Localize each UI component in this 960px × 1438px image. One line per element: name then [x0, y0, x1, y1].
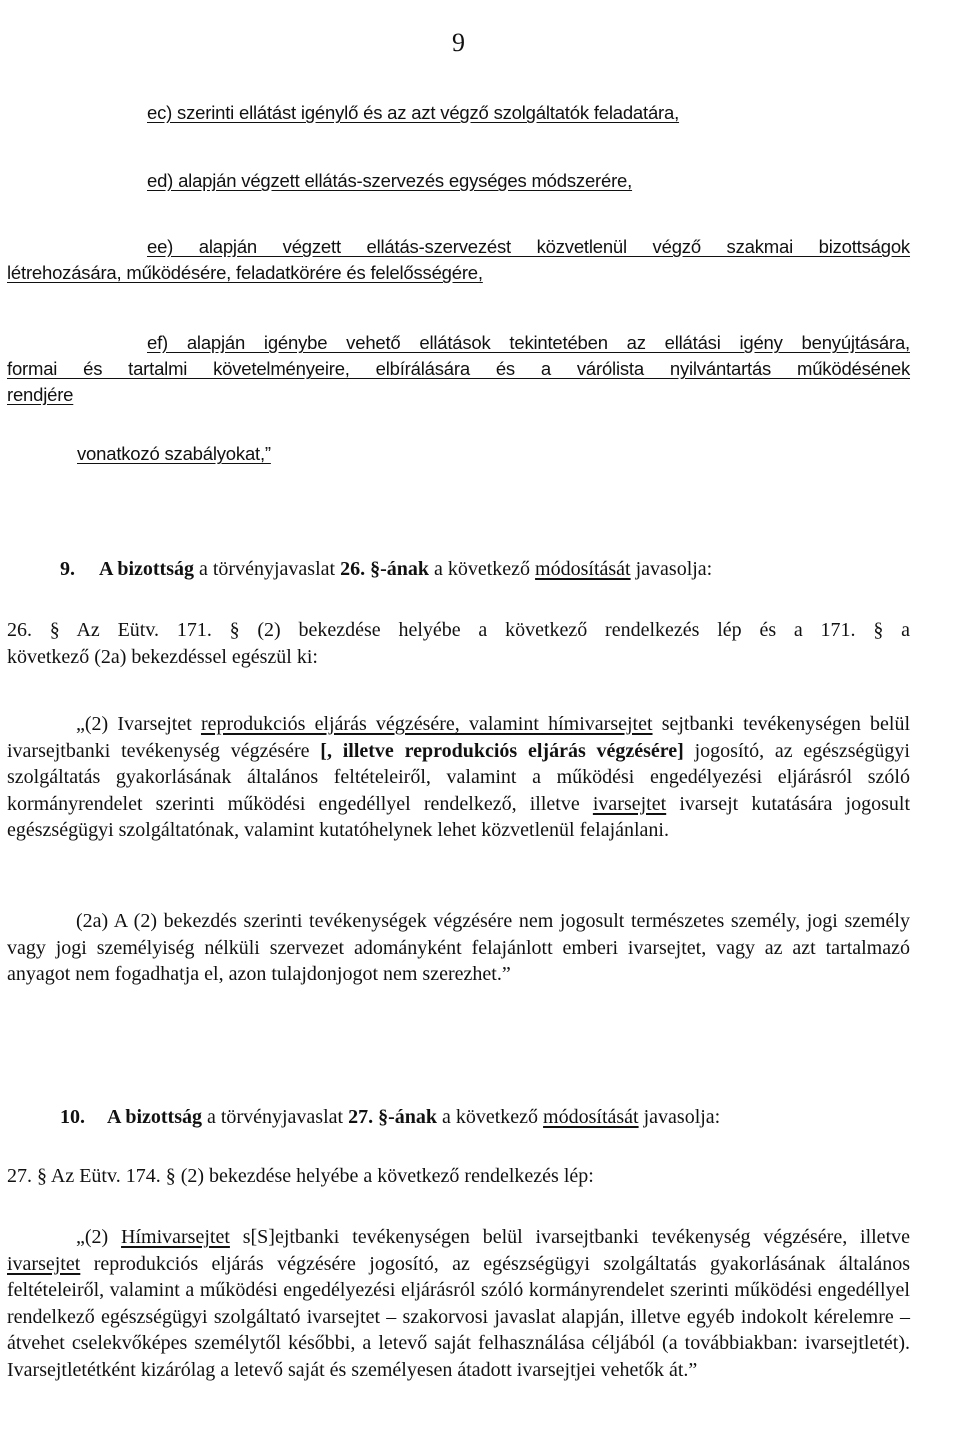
- item-9-text-c: javasolja:: [630, 558, 713, 580]
- item-10-paragraph: [7, 1224, 910, 1383]
- list-item-ef-line3: rendjére: [7, 384, 74, 405]
- list-item-ed-text: ed) alapján végzett ellátás-szervezés egységes módszerére,: [147, 170, 633, 191]
- p10-a: „(2): [76, 1226, 122, 1248]
- item-9-heading: [60, 556, 910, 583]
- list-item-ec: [7, 100, 910, 126]
- p10-underlined-2: ivarsejtet: [7, 1252, 81, 1275]
- list-item-ef-line2: formai és tartalmi követelményeire, elbírálására és a várólista nyilvántartás működésének: [7, 358, 910, 379]
- list-item-ee-line2: létrehozására, működésére, feladatkörére és felelősségére,: [7, 262, 483, 283]
- item-10-committee: A bizottság: [107, 1106, 202, 1128]
- p2-underlined-1: reprodukciós eljárás végzésére, valamint hímivarsejtet: [200, 713, 653, 735]
- item-9-intro-l2: következő (2a) bekezdéssel egészül ki:: [7, 645, 318, 668]
- p10-underlined-1: Hímivarsejtet: [121, 1226, 230, 1248]
- item-9-text-b: a következő: [428, 558, 536, 580]
- list-item-ee: [7, 234, 910, 286]
- closing-clause-text: vonatkozó szabályokat,”: [77, 443, 271, 464]
- p2-a: „(2) Ivarsejtet: [76, 713, 201, 735]
- item-10-text-b: a következő: [436, 1106, 544, 1128]
- item-9-committee: A bizottság: [99, 558, 194, 580]
- p10-b: s[S]ejtbanki tevékenységen belül ivarsejtbanki tevékenység végzésére, illetve: [229, 1226, 910, 1248]
- list-item-ed: [7, 168, 910, 194]
- item-9-underlined: módosítását: [535, 558, 631, 580]
- list-item-ee-line1: ee) alapján végzett ellátás-szervezést közvetlenül végző szakmai bizottságok: [147, 236, 910, 257]
- page-number: 9: [452, 28, 465, 57]
- list-item-ef: [7, 330, 910, 408]
- p2-bold: [, illetve reprodukciós eljárás végzésére]: [320, 739, 684, 762]
- closing-clause: [7, 441, 910, 467]
- item-9-section-suffix: §-ának: [365, 558, 429, 580]
- item-10-text-a: a törvényjavaslat: [202, 1106, 349, 1128]
- item-9-number: 9.: [60, 558, 75, 580]
- list-item-ec-text: ec) szerinti ellátást igénylő és az azt végző szolgáltatók feladatára,: [147, 102, 680, 123]
- item-10-intro: 27. § Az Eütv. 174. § (2) bekezdése helyébe a következő rendelkezés lép:: [7, 1165, 594, 1187]
- item-9-paragraph-2: [7, 711, 910, 844]
- item-10-heading: [60, 1104, 910, 1131]
- item-9-intro: [7, 617, 910, 670]
- item-9-text-a: a törvényjavaslat: [194, 558, 341, 580]
- item-10-underlined: módosítását: [543, 1106, 639, 1128]
- p2-c: jogosító, az egészségügyi szolgáltatás gyakorlásának általános feltételeiről, valamint a működési engedélyezési eljárásról szóló kormányrendelet szerinti működési engedéllyel rendelkező, illetve: [7, 739, 910, 815]
- item-9-section: 26.: [340, 558, 366, 580]
- p2-b: sejtbanki tevékenységen belül ivarsejtbanki tevékenység végzésére: [7, 713, 911, 762]
- p2-underlined-2: ivarsejtet: [592, 792, 667, 815]
- item-10-text-c: javasolja:: [638, 1106, 721, 1128]
- item-10-section-suffix: §-ának: [373, 1106, 437, 1128]
- item-9-paragraph-2a: (2a) A (2) bekezdés szerinti tevékenységek végzésére nem jogosult természetes személy, jogi személy vagy jogi személyiség nélküli szervezet adományként felajánlott emberi ivarsejtet, vagy az azt tartalmazó anyagot nem fogadhatja el, azon tulajdonjogot nem szerezhet.”: [7, 910, 910, 985]
- item-10-section: 27.: [348, 1106, 374, 1128]
- p2-d: ivarsejt kutatására jogosult egészségügyi szolgáltatónak, valamint kutatóhelynek lehet közvetlenül felajánlani.: [7, 792, 910, 841]
- item-9-intro-l1: 26. § Az Eütv. 171. § (2) bekezdése helyébe a következő rendelkezés lép és a 171. § a: [7, 619, 910, 641]
- list-item-ef-line1: ef) alapján igénybe vehető ellátások tekintetében az ellátási igény benyújtására,: [147, 332, 910, 353]
- p10-c: reprodukciós eljárás végzésére jogosító, az egészségügyi szolgáltatás gyakorlásának általános feltételeiről, valamint a működési engedélyezési eljárásról szóló kormányrendelet szerinti működési engedéllyel rendelkező egészségügyi szolgáltató ivarsejtet – szakorvosi javaslat alapján, illetve egyéb indokolt kérelemre – átvehet cselekvőképes személytől későbbi, a letevő saját felhasználása céljából (a továbbiakban: ivarsejtletét). Ivarsejtletétként kizárólag a letevő saját és személyesen átadott ivarsejtjei vehetők át.”: [7, 1252, 910, 1381]
- item-10-number: 10.: [60, 1106, 85, 1128]
